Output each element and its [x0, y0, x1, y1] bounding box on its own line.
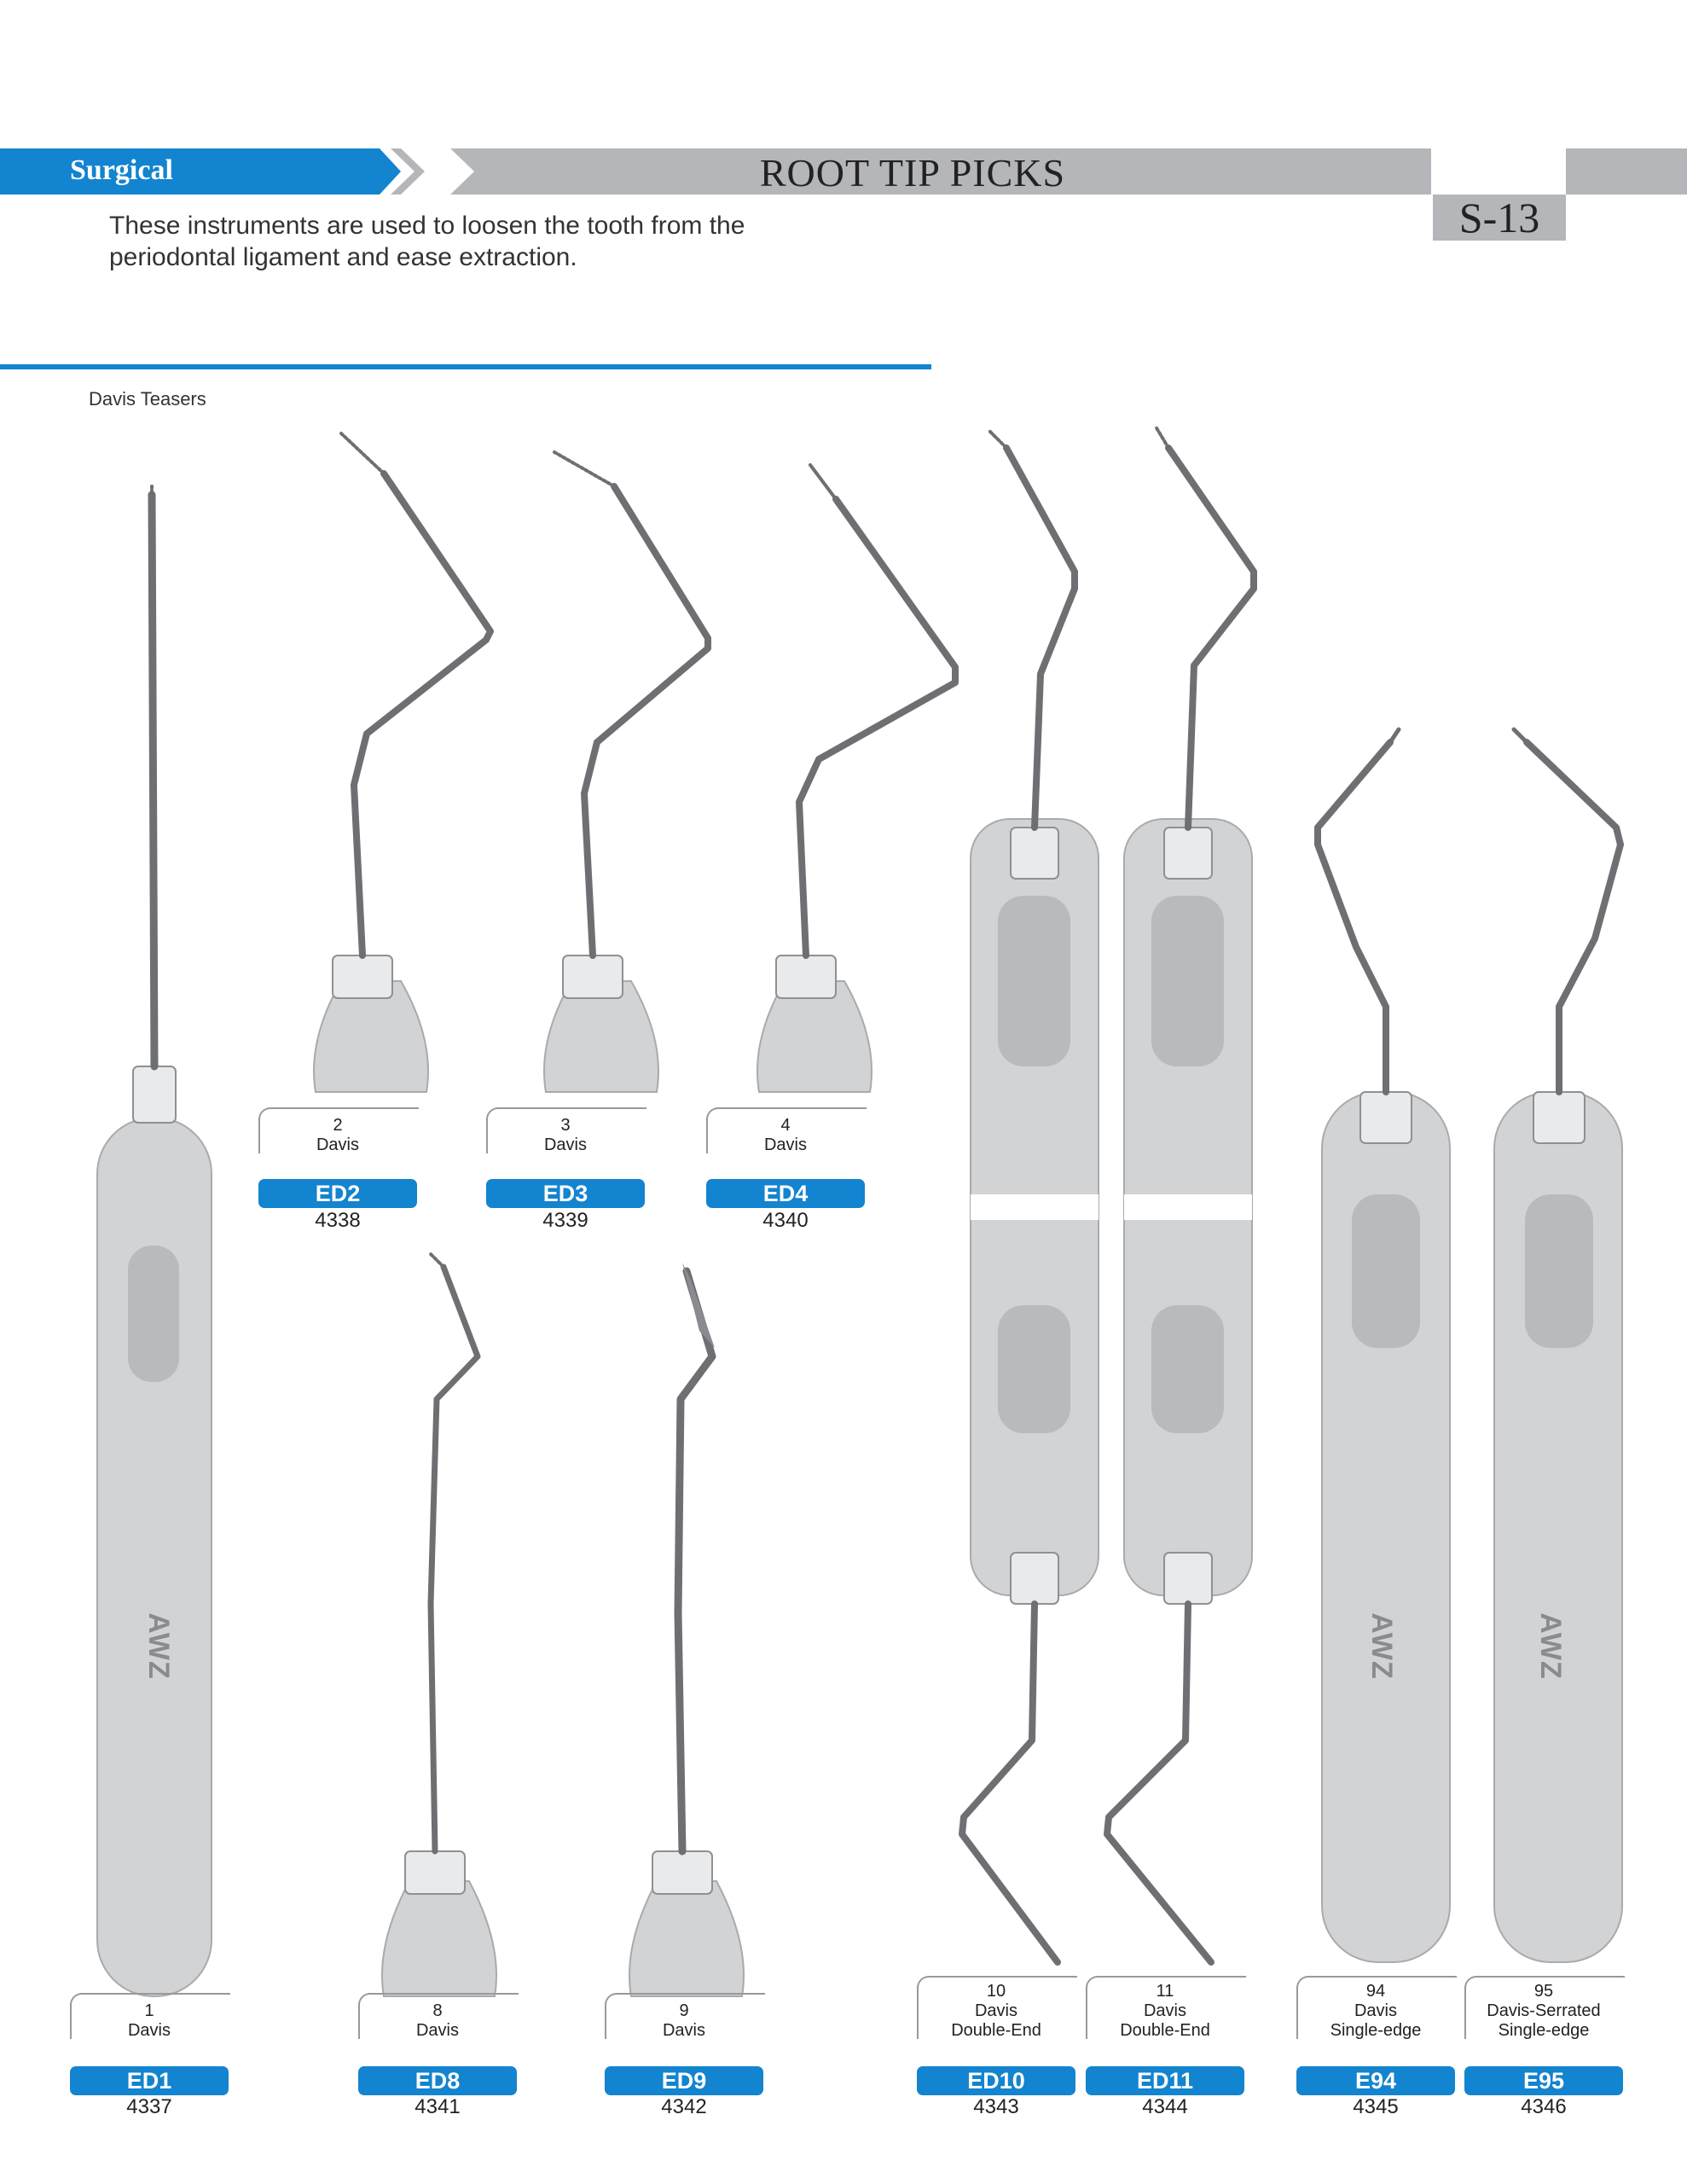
category-label: Surgical	[70, 154, 173, 186]
product-code[interactable]: ED2	[258, 1179, 417, 1208]
instrument-ed4-image	[716, 452, 972, 1101]
catalog-number: 4339	[542, 1209, 588, 1232]
section-divider	[0, 364, 931, 369]
product-code[interactable]: ED9	[605, 2066, 763, 2095]
section-title: Davis Teasers	[89, 388, 206, 410]
instrument-e94-image	[1305, 717, 1493, 1971]
product-detail: Double-End	[1120, 2021, 1210, 2040]
brand-logo: AWZ	[1365, 1612, 1398, 1680]
instrument-ed1-image	[85, 478, 222, 2005]
catalog-number: 4338	[315, 1209, 361, 1232]
instrument-ed8-image	[358, 1246, 546, 2005]
page-title: ROOT TIP PICKS	[759, 151, 1066, 195]
product-detail: Double-End	[951, 2021, 1041, 2040]
page-code: S-13	[1433, 195, 1566, 241]
product-number: 11	[1156, 1982, 1174, 2001]
page-description: These instruments are used to loosen the tooth from the periodontal ligament and ease extraction.	[109, 212, 745, 271]
product-name: Davis	[543, 1136, 587, 1154]
product-code[interactable]: ED11	[1086, 2066, 1244, 2095]
instrument-ed2-image	[273, 427, 512, 1101]
product-code[interactable]: ED10	[917, 2066, 1075, 2095]
brand-logo: AWZ	[142, 1612, 175, 1680]
product-name: Davis	[974, 2001, 1017, 2020]
product-code[interactable]: ED4	[706, 1179, 865, 1208]
product-number: 94	[1365, 1982, 1386, 2001]
product-number: 9	[679, 2001, 689, 2020]
product-number: 10	[986, 1982, 1006, 2001]
catalog-number: 4345	[1353, 2095, 1399, 2118]
product-name: Davis	[415, 2021, 459, 2040]
product-number: 3	[560, 1116, 571, 1135]
header-bar-right	[1566, 148, 1687, 195]
product-code[interactable]: ED3	[486, 1179, 645, 1208]
product-name: Davis-Serrated	[1487, 2001, 1601, 2020]
catalog-number: 4341	[415, 2095, 461, 2118]
instrument-ed3-image	[495, 444, 733, 1101]
catalog-number: 4343	[973, 2095, 1019, 2118]
product-detail: Single-edge	[1330, 2021, 1422, 2040]
product-number: 8	[432, 2001, 443, 2020]
product-detail: Single-edge	[1498, 2021, 1590, 2040]
instrument-e95-image	[1475, 717, 1663, 1971]
product-code[interactable]: E95	[1464, 2066, 1623, 2095]
catalog-number: 4340	[762, 1209, 809, 1232]
product-name: Davis	[316, 1136, 359, 1154]
product-name: Davis	[763, 1136, 807, 1154]
product-code[interactable]: ED1	[70, 2066, 229, 2095]
instrument-ed9-image	[606, 1254, 793, 2005]
catalog-number: 4342	[661, 2095, 707, 2118]
catalog-number: 4337	[126, 2095, 172, 2118]
catalog-number: 4346	[1521, 2095, 1567, 2118]
product-name: Davis	[1143, 2001, 1186, 2020]
category-banner	[0, 148, 401, 195]
product-number: 4	[780, 1116, 791, 1135]
product-name: Davis	[1354, 2001, 1397, 2020]
product-number: 2	[333, 1116, 343, 1135]
instrument-ed11-image	[1100, 410, 1322, 1988]
product-code[interactable]: E94	[1296, 2066, 1455, 2095]
catalog-number: 4344	[1142, 2095, 1188, 2118]
brand-logo: AWZ	[1533, 1612, 1567, 1680]
product-name: Davis	[127, 2021, 171, 2040]
product-number: 1	[144, 2001, 154, 2020]
product-name: Davis	[662, 2021, 705, 2040]
product-number: 95	[1533, 1982, 1554, 2001]
product-code[interactable]: ED8	[358, 2066, 517, 2095]
